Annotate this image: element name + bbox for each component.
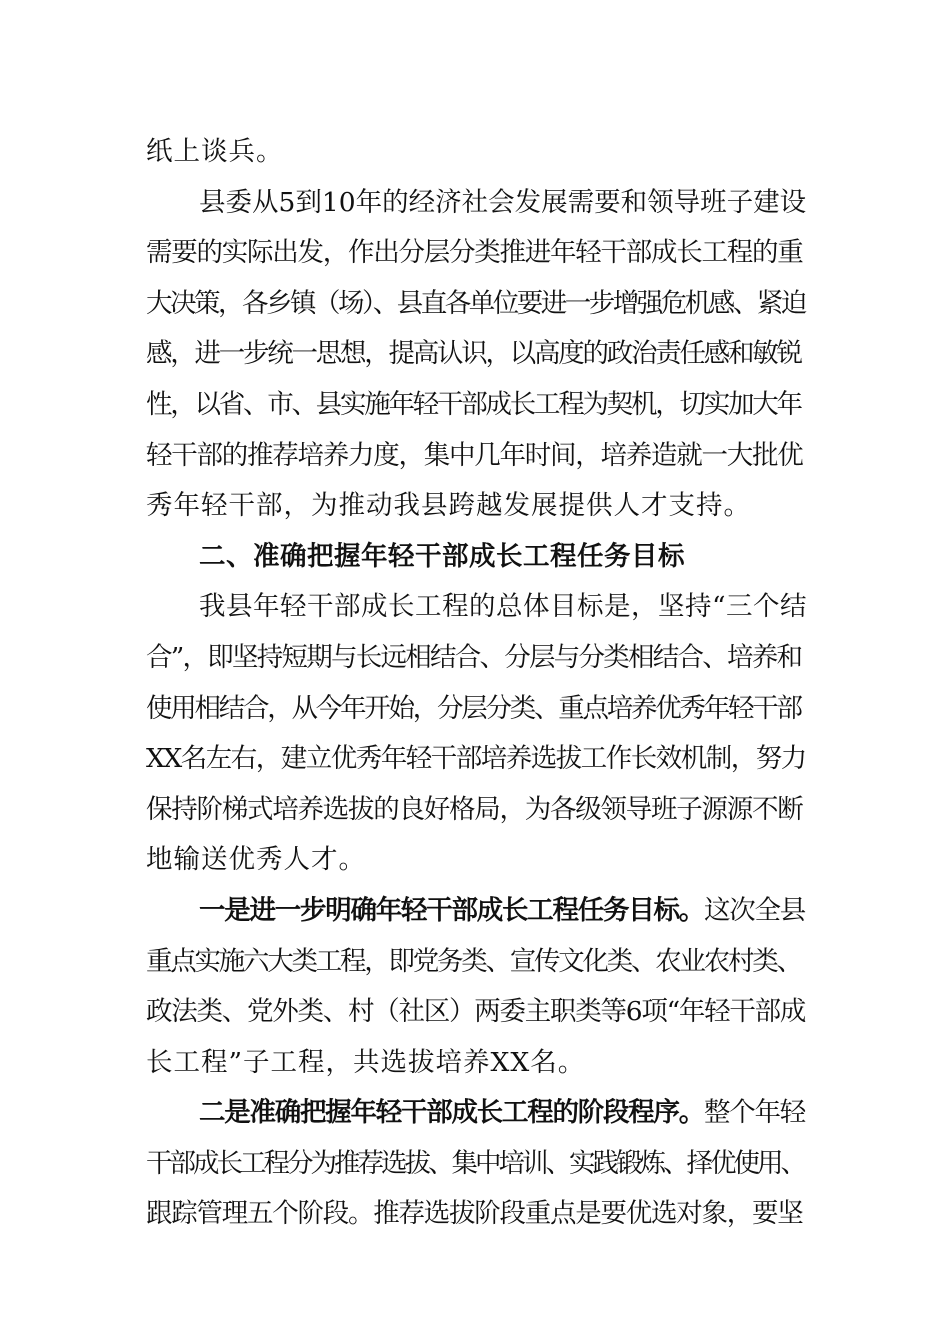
paragraph-lead-bold: 一是进一步明确年轻干部成长工程任务目标。 [199,894,704,926]
paragraph-line: 轻干部的推荐培养力度，集中几年时间，培养造就一大批优 [146,439,803,471]
paragraph-line: 地输送优秀人才。 [146,844,366,876]
paragraph-line: 需要的实际出发，作出分层分类推进年轻干部成长工程的重 [146,237,803,269]
paragraph-line [146,1088,806,1139]
paragraph-line: 使用相结合，从今年开始，分层分类、重点培养优秀年轻干部 [146,692,801,724]
paragraph-text: 整个年轻 [704,1097,805,1129]
paragraph-line: XX名左右，建立优秀年轻干部培养选拔工作长效机制，努力 [146,743,806,775]
paragraph-line: 我县年轻干部成长工程的总体目标是，坚持“三个结 [199,591,808,623]
paragraph-line: 纸上谈兵。 [146,136,284,167]
paragraph-line [146,886,806,937]
paragraph-line: 性，以省、市、县实施年轻干部成长工程为契机，切实加大年 [146,388,801,420]
paragraph-line: 感，进一步统一思想，提高认识，以高度的政治责任感和敏锐 [146,338,801,370]
paragraph-line: 干部成长工程分为推荐选拔、集中培训、实践锻炼、择优使用、 [146,1147,804,1179]
paragraph-line: 重点实施六大类工程，即党务类、宣传文化类、农业农村类、 [146,945,801,977]
section-heading: 二、准确把握年轻干部成长工程任务目标 [199,540,685,572]
paragraph-line: 保持阶梯式培养选拔的良好格局，为各级领导班子源源不断 [146,793,803,825]
paragraph-line: 长工程”子工程，共选拔培养XX名。 [146,1046,586,1078]
paragraph-line: 合”，即坚持短期与长远相结合、分层与分类相结合、培养和 [146,641,802,673]
paragraph-text: 这次全县 [704,894,805,926]
paragraph-line: 政法类、党外类、村（社区）两委主职类等6项“年轻干部成 [146,996,806,1028]
paragraph-line: 大决策，各乡镇（场）、县直各单位要进一步增强危机感、紧迫 [146,287,805,319]
paragraph-line: 秀年轻干部，为推动我县跨越发展提供人才支持。 [146,490,751,522]
paragraph-line: 跟踪管理五个阶段。推荐选拔阶段重点是要优选对象，要坚 [146,1198,803,1230]
document-body [146,127,806,1240]
paragraph-line: 县委从5到10年的经济社会发展需要和领导班子建设 [199,186,807,218]
paragraph-lead-bold: 二是准确把握年轻干部成长工程的阶段程序。 [199,1097,704,1129]
